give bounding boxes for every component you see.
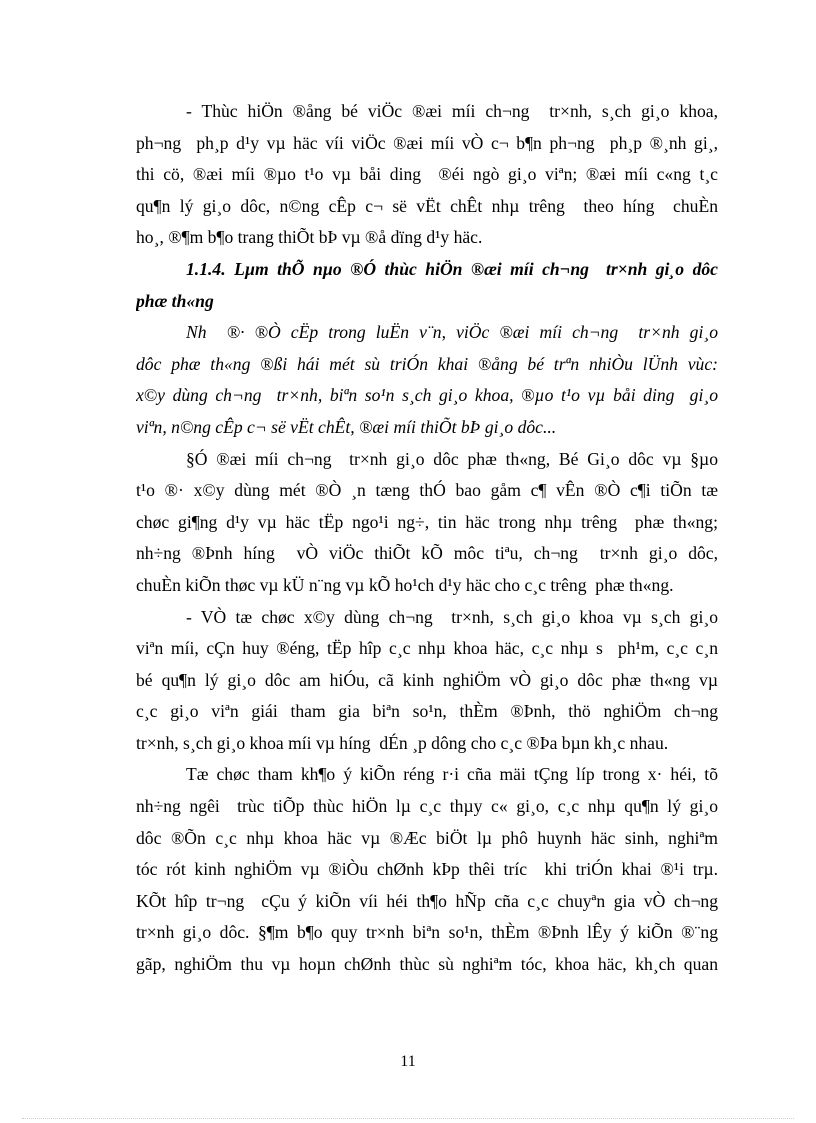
paragraph-line: t¹o ®· x©y dùng mét ®Ò ¸n tæng thÓ bao gåm c¶ vÊn ®Ò c¶i tiÕn tæ: [136, 480, 718, 501]
paragraph-line: tr×nh gi¸o dôc. §¶m b¶o quy tr×nh biªn so¹n, thÈm ®Þnh lÊy ý kiÕn ®¨ng: [136, 922, 718, 943]
paragraph-line: dôc phæ th«ng ®ßi hái mét sù triÓn khai ®ång bé trªn nhiÒu lÜnh vùc:: [136, 353, 718, 374]
paragraph-line: nh÷ng ®Þnh híng vÒ viÖc thiÕt kÕ môc tiªu, ch¬ng tr×nh gi¸o dôc,: [136, 543, 718, 564]
paragraph-1: [136, 96, 718, 254]
paragraph-line: tr×nh, s¸ch gi¸o khoa míi vµ híng dÉn ¸p dông cho c¸c ®Þa bµn kh¸c nhau.: [136, 732, 669, 753]
paragraph-2: [136, 317, 718, 443]
paragraph-line: bé qu¶n lý gi¸o dôc am hiÓu, cã kinh nghiÖm vÒ gi¸o dôc phæ th«ng vµ: [136, 669, 718, 690]
paragraph-line: gãp, nghiÖm thu vµ hoµn chØnh thùc sù nghiªm tóc, khoa häc, kh¸ch quan: [136, 954, 718, 975]
paragraph-line: ph¬ng ph¸p d¹y vµ häc víi viÖc ®æi míi vÒ c¬ b¶n ph¬ng ph¸p ®¸nh gi¸,: [136, 132, 718, 153]
page-number: 11: [400, 1053, 416, 1070]
paragraph-line: nh÷ng ngêi trùc tiÕp thùc hiÖn lµ c¸c thµy c« gi¸o, c¸c nhµ qu¶n lý gi¸o: [136, 796, 718, 817]
paragraph-line: - Thùc hiÖn ®ång bé viÖc ®æi míi ch¬ng tr×nh, s¸ch gi¸o khoa,: [186, 101, 718, 121]
section-heading: [136, 254, 718, 317]
paragraph-line: chøc gi¶ng d¹y vµ häc tËp ngo¹i ng÷, tin häc trong nhµ trêng phæ th«ng;: [136, 511, 718, 532]
paragraph-line: KÕt hîp tr¬ng cÇu ý kiÕn víi héi th¶o hÑp cña c¸c chuyªn gia vÒ ch¬ng: [136, 890, 718, 911]
paragraph-line: chuÈn kiÕn thøc vµ kÜ n¨ng vµ kÕ ho¹ch d¹y häc cho c¸c trêng phæ th«ng.: [136, 574, 674, 595]
paragraph-line: dôc ®Õn c¸c nhµ khoa häc vµ ®Æc biÖt lµ phô huynh häc sinh, nghiªm: [136, 827, 718, 848]
heading-line: phæ th«ng: [136, 290, 214, 311]
paragraph-5: [136, 759, 718, 980]
paragraph-4: [136, 602, 718, 760]
paragraph-line: viªn míi, cÇn huy ®éng, tËp hîp c¸c nhµ khoa häc, c¸c nhµ s ph¹m, c¸c c¸n: [136, 638, 718, 659]
paragraph-line: viªn, n©ng cÊp c¬ së vËt chÊt, ®æi míi thiÕt bÞ gi¸o dôc...: [136, 416, 557, 437]
paragraph-line: tóc rót kinh nghiÖm vµ ®iÒu chØnh kÞp thêi tríc khi triÓn khai ®¹i trµ.: [136, 859, 718, 880]
paragraph-line: §Ó ®æi míi ch¬ng tr×nh gi¸o dôc phæ th«ng, Bé Gi¸o dôc vµ §µo: [186, 448, 718, 469]
paragraph-line: qu¶n lý gi¸o dôc, n©ng cÊp c¬ së vËt chÊt nhµ trêng theo híng chuÈn: [136, 195, 718, 216]
paragraph-line: Nh ®· ®Ò cËp trong luËn v¨n, viÖc ®æi míi ch¬ng tr×nh gi¸o: [186, 322, 718, 343]
paragraph-line: Tæ chøc tham kh¶o ý kiÕn réng r·i cña mäi tÇng líp trong x· héi, tõ: [186, 764, 718, 785]
paragraph-line: x©y dùng ch¬ng tr×nh, biªn so¹n s¸ch gi¸o khoa, ®µo t¹o vµ båi ding gi¸o: [136, 385, 718, 406]
page-bottom-divider: [22, 1118, 794, 1119]
paragraph-line: ho¸, ®¶m b¶o trang thiÕt bÞ vµ ®å dïng d¹y häc.: [136, 227, 483, 248]
heading-line: 1.1.4. Lµm thÕ nµo ®Ó thùc hiÖn ®æi míi ch¬ng tr×nh gi¸o dôc: [186, 258, 718, 279]
paragraph-line: - VÒ tæ chøc x©y dùng ch¬ng tr×nh, s¸ch gi¸o khoa vµ s¸ch gi¸o: [186, 606, 718, 627]
paragraph-3: [136, 444, 718, 602]
page-body: [136, 96, 718, 981]
paragraph-line: c¸c gi¸o viªn giái tham gia biªn so¹n, thÈm ®Þnh, thö nghiÖm ch¬ng: [136, 701, 718, 722]
paragraph-line: thi cö, ®æi míi ®µo t¹o vµ båi ding ®éi ngò gi¸o viªn; ®æi míi c«ng t¸c: [136, 164, 718, 185]
